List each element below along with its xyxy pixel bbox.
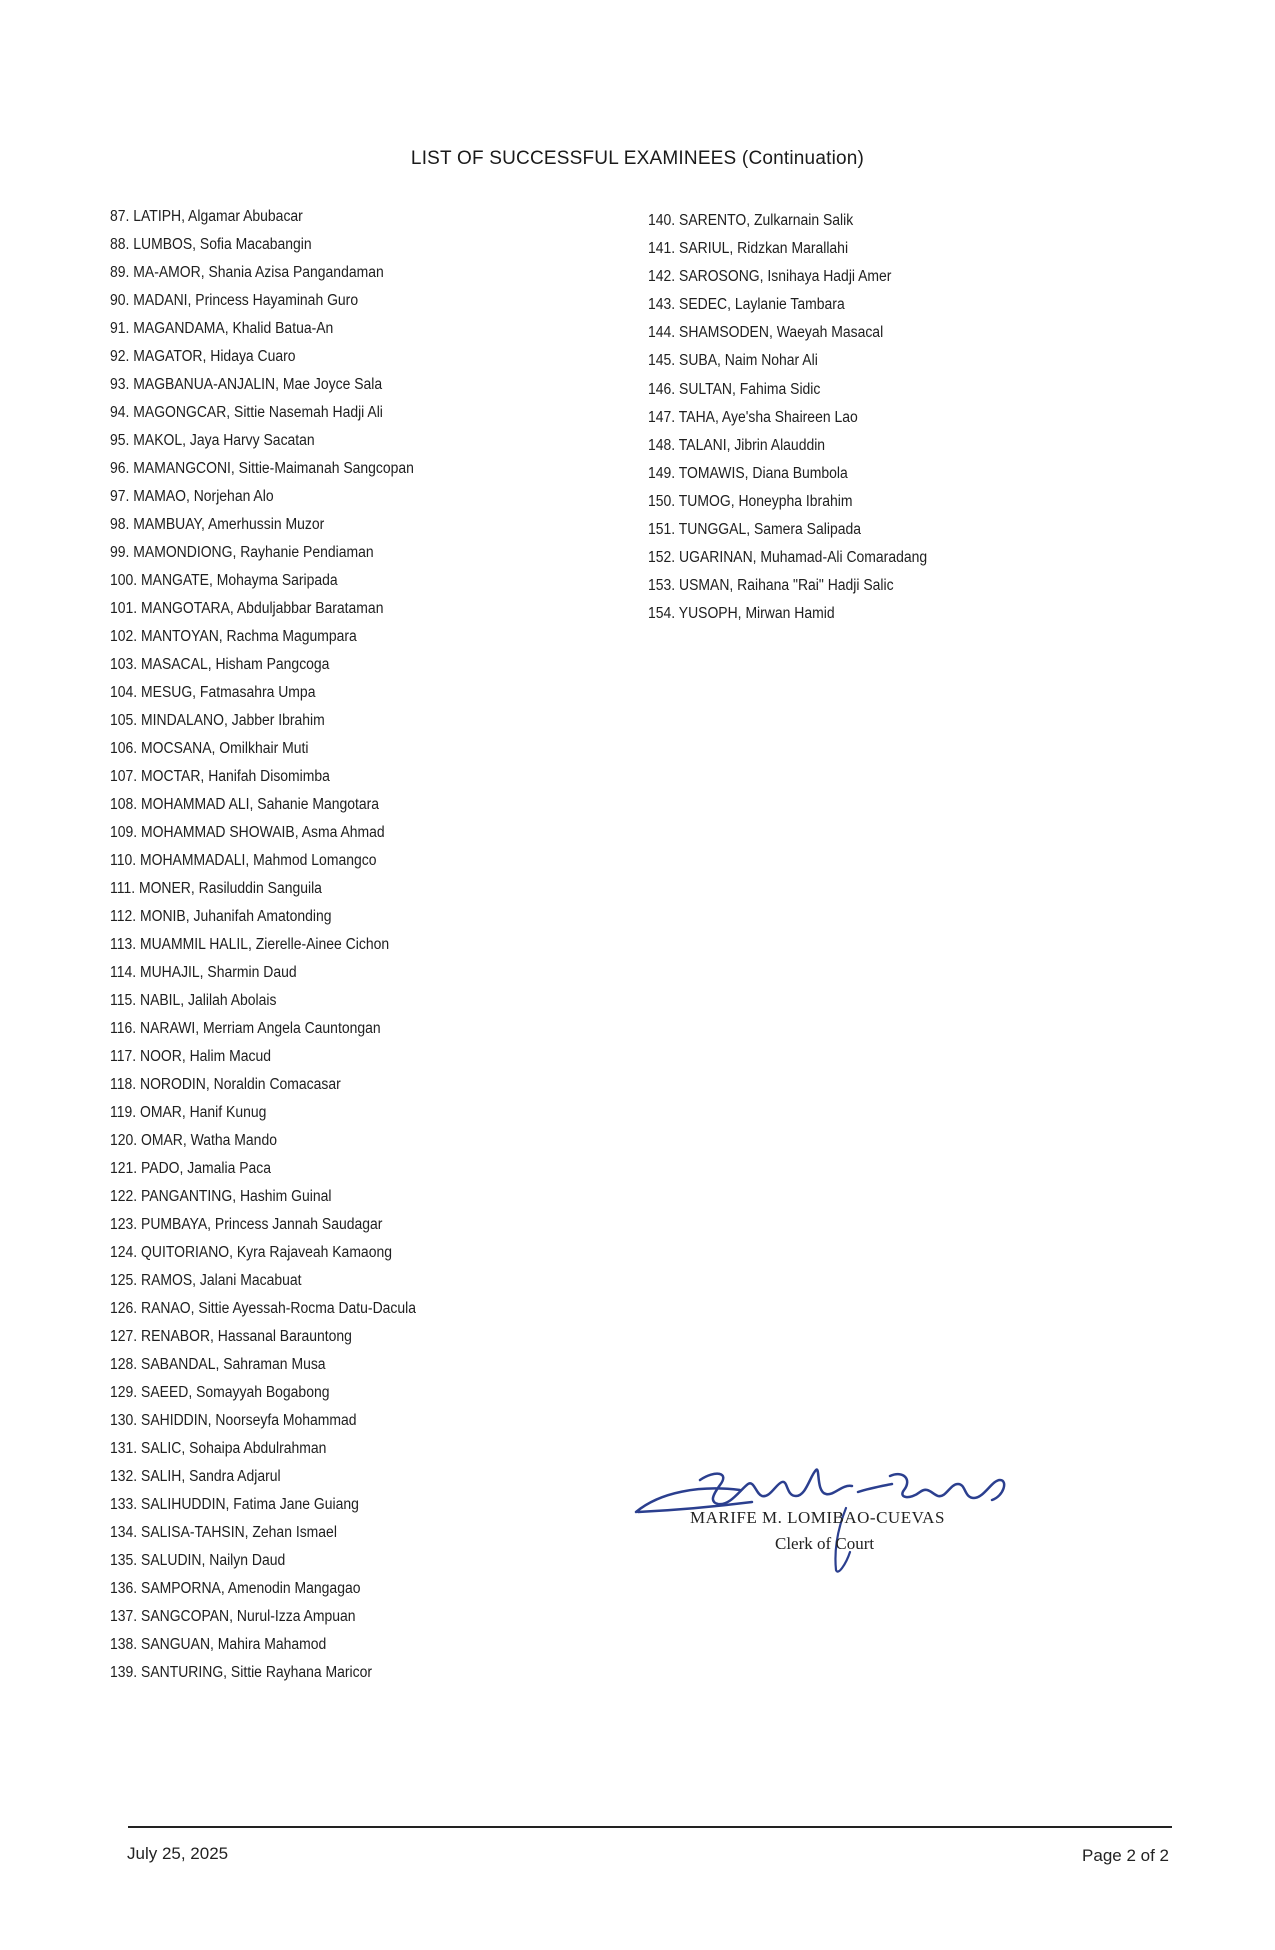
- page-number: Page 2 of 2: [1082, 1846, 1169, 1865]
- examinee-entry: 104. MESUG, Fatmasahra Umpa: [110, 684, 316, 701]
- examinee-entry: 154. YUSOPH, Mirwan Hamid: [648, 605, 835, 623]
- examinee-entry: 150. TUMOG, Honeypha Ibrahim: [648, 492, 853, 510]
- examinee-entry: 112. MONIB, Juhanifah Amatonding: [110, 908, 332, 925]
- examinee-entry: 142. SAROSONG, Isnihaya Hadji Amer: [648, 268, 892, 286]
- examinee-list-left: [110, 203, 450, 1687]
- examinee-entry: 98. MAMBUAY, Amerhussin Muzor: [110, 516, 325, 533]
- examinee-entry: 128. SABANDAL, Sahraman Musa: [110, 1356, 326, 1373]
- examinee-entry: 96. MAMANGCONI, Sittie-Maimanah Sangcopan: [110, 460, 414, 477]
- examinee-entry: 99. MAMONDIONG, Rayhanie Pendiaman: [110, 544, 374, 561]
- examinee-entry: 122. PANGANTING, Hashim Guinal: [110, 1188, 332, 1205]
- examinee-entry: 131. SALIC, Sohaipa Abdulrahman: [110, 1440, 327, 1457]
- page-title: LIST OF SUCCESSFUL EXAMINEES (Continuation): [410, 148, 865, 169]
- examinee-entry: 117. NOOR, Halim Macud: [110, 1048, 272, 1065]
- examinee-entry: 92. MAGATOR, Hidaya Cuaro: [110, 348, 296, 365]
- examinee-entry: 108. MOHAMMAD ALI, Sahanie Mangotara: [110, 796, 380, 813]
- examinee-entry: 146. SULTAN, Fahima Sidic: [648, 380, 821, 398]
- examinee-entry: 105. MINDALANO, Jabber Ibrahim: [110, 712, 325, 729]
- examinee-entry: 97. MAMAO, Norjehan Alo: [110, 488, 274, 505]
- examinee-list-right: [648, 207, 958, 628]
- signatory-title: Clerk of Court: [775, 1534, 875, 1553]
- examinee-entry: 134. SALISA-TAHSIN, Zehan Ismael: [110, 1524, 337, 1541]
- examinee-entry: 114. MUHAJIL, Sharmin Daud: [110, 964, 297, 981]
- examinee-entry: 148. TALANI, Jibrin Alauddin: [648, 436, 826, 454]
- examinee-entry: 123. PUMBAYA, Princess Jannah Saudagar: [110, 1216, 383, 1233]
- examinee-entry: 119. OMAR, Hanif Kunug: [110, 1104, 267, 1121]
- examinee-entry: 101. MANGOTARA, Abduljabbar Barataman: [110, 600, 384, 617]
- examinee-entry: 118. NORODIN, Noraldin Comacasar: [110, 1076, 341, 1093]
- examinee-entry: 130. SAHIDDIN, Noorseyfa Mohammad: [110, 1412, 357, 1429]
- examinee-entry: 136. SAMPORNA, Amenodin Mangagao: [110, 1580, 361, 1597]
- examinee-entry: 103. MASACAL, Hisham Pangcoga: [110, 656, 330, 673]
- examinee-entry: 88. LUMBOS, Sofia Macabangin: [110, 236, 312, 253]
- examinee-entry: 135. SALUDIN, Nailyn Daud: [110, 1552, 286, 1569]
- examinee-entry: 151. TUNGGAL, Samera Salipada: [648, 521, 861, 539]
- examinee-entry: 106. MOCSANA, Omilkhair Muti: [110, 740, 309, 757]
- examinee-entry: 102. MANTOYAN, Rachma Magumpara: [110, 628, 357, 645]
- examinee-entry: 145. SUBA, Naim Nohar Ali: [648, 352, 818, 370]
- examinee-entry: 149. TOMAWIS, Diana Bumbola: [648, 464, 848, 482]
- examinee-entry: 127. RENABOR, Hassanal Barauntong: [110, 1328, 352, 1345]
- examinee-entry: 139. SANTURING, Sittie Rayhana Maricor: [110, 1664, 373, 1681]
- examinee-entry: 109. MOHAMMAD SHOWAIB, Asma Ahmad: [110, 824, 385, 841]
- examinee-entry: 129. SAEED, Somayyah Bogabong: [110, 1384, 330, 1401]
- examinee-entry: 125. RAMOS, Jalani Macabuat: [110, 1272, 302, 1289]
- examinee-entry: 95. MAKOL, Jaya Harvy Sacatan: [110, 432, 315, 449]
- footer-divider: [128, 1826, 1172, 1828]
- examinee-entry: 132. SALIH, Sandra Adjarul: [110, 1468, 281, 1485]
- examinee-entry: 111. MONER, Rasiluddin Sanguila: [110, 880, 322, 897]
- examinee-entry: 115. NABIL, Jalilah Abolais: [110, 992, 277, 1009]
- examinee-entry: 116. NARAWI, Merriam Angela Cauntongan: [110, 1020, 381, 1037]
- examinee-entry: 124. QUITORIANO, Kyra Rajaveah Kamaong: [110, 1244, 392, 1261]
- examinee-entry: 141. SARIUL, Ridzkan Marallahi: [648, 240, 849, 258]
- examinee-entry: 140. SARENTO, Zulkarnain Salik: [648, 212, 854, 229]
- examinee-entry: 94. MAGONGCAR, Sittie Nasemah Hadji Ali: [110, 404, 383, 421]
- examinee-entry: 120. OMAR, Watha Mando: [110, 1132, 277, 1149]
- examinee-entry: 91. MAGANDAMA, Khalid Batua-An: [110, 320, 334, 337]
- examinee-entry: 153. USMAN, Raihana "Rai" Hadji Salic: [648, 577, 894, 595]
- examinee-entry: 152. UGARINAN, Muhamad-Ali Comaradang: [648, 549, 928, 567]
- examinee-entry: 89. MA-AMOR, Shania Azisa Pangandaman: [110, 264, 384, 281]
- examinee-entry: 137. SANGCOPAN, Nurul-Izza Ampuan: [110, 1608, 356, 1625]
- examinee-entry: 87. LATIPH, Algamar Abubacar: [110, 208, 303, 225]
- examinee-entry: 110. MOHAMMADALI, Mahmod Lomangco: [110, 852, 377, 869]
- footer-date: July 25, 2025: [127, 1844, 229, 1863]
- examinee-entry: 143. SEDEC, Laylanie Tambara: [648, 296, 845, 314]
- examinee-entry: 113. MUAMMIL HALIL, Zierelle-Ainee Cichon: [110, 936, 390, 953]
- examinee-entry: 90. MADANI, Princess Hayaminah Guro: [110, 292, 359, 309]
- examinee-entry: 138. SANGUAN, Mahira Mahamod: [110, 1636, 327, 1653]
- examinee-entry: 121. PADO, Jamalia Paca: [110, 1160, 272, 1177]
- examinee-entry: 100. MANGATE, Mohayma Saripada: [110, 572, 338, 589]
- examinee-entry: 126. RANAO, Sittie Ayessah-Rocma Datu-Dacula: [110, 1300, 417, 1317]
- examinee-entry: 93. MAGBANUA-ANJALIN, Mae Joyce Sala: [110, 376, 383, 393]
- examinee-entry: 144. SHAMSODEN, Waeyah Masacal: [648, 324, 884, 342]
- examinee-entry: 107. MOCTAR, Hanifah Disomimba: [110, 768, 330, 785]
- examinee-entry: 133. SALIHUDDIN, Fatima Jane Guiang: [110, 1496, 359, 1513]
- signatory-name: MARIFE M. LOMIBAO-CUEVAS: [690, 1508, 945, 1527]
- examinee-entry: 147. TAHA, Aye'sha Shaireen Lao: [648, 408, 858, 426]
